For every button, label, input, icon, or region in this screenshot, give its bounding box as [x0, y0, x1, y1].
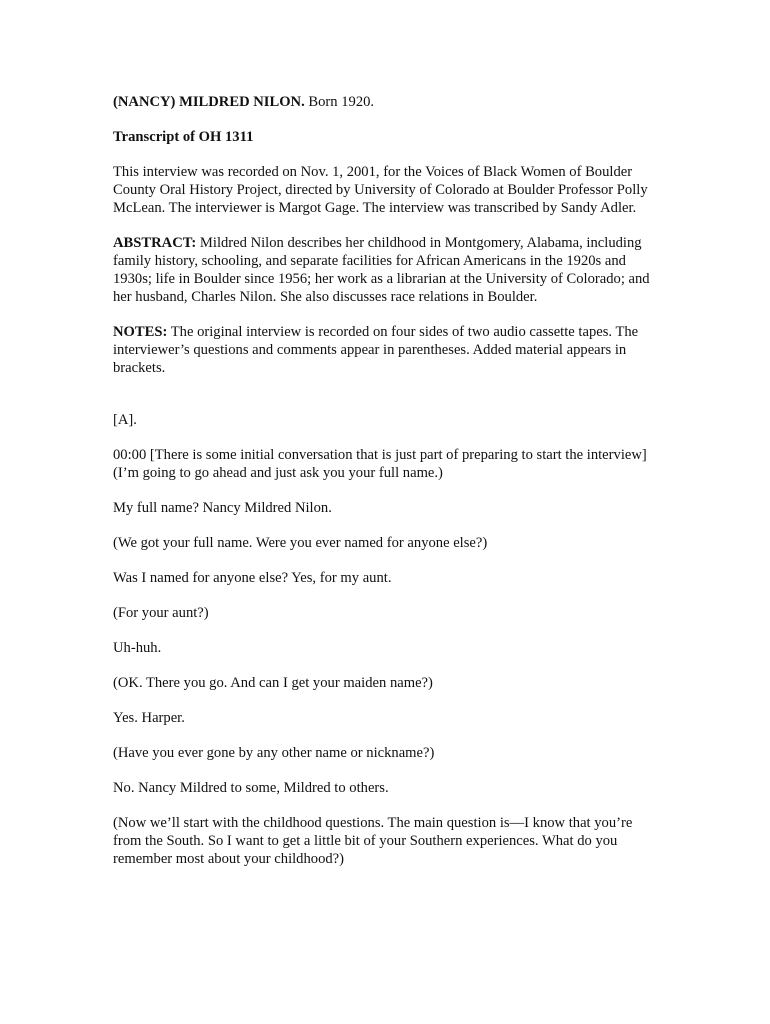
interviewee-name: (NANCY) MILDRED NILON. — [113, 94, 305, 110]
notes-paragraph — [113, 323, 663, 377]
birth-year: Born 1920. — [304, 94, 375, 110]
dialogue-line: (OK. There you go. And can I get your maiden name?) — [113, 675, 433, 691]
dialogue-line: Yes. Harper. — [113, 710, 185, 726]
abstract-text: Mildred Nilon describes her childhood in Montgomery, Alabama, including family history, schooling, and separate facilities for African Americans in the 1920s and 1930s; life in Boulder since 1956; her work as a librarian at the University of Colorado; and her husband, Charles Nilon. She also discusses race relations in Boulder. — [113, 235, 650, 305]
intro-paragraph: This interview was recorded on Nov. 1, 2001, for the Voices of Black Women of Boulder County Oral History Project, directed by University of Colorado at Boulder Professor Polly McLean. The interviewer is Margot Gage. The interview was transcribed by Sandy Adler. — [113, 164, 648, 216]
transcript-title: Transcript of OH 1311 — [113, 129, 254, 145]
notes-text: The original interview is recorded on four sides of two audio cassette tapes. The interviewer’s questions and comments appear in parentheses. Added material appears in brackets. — [113, 324, 639, 376]
notes-label: NOTES: — [113, 324, 168, 340]
dialogue-line: (For your aunt?) — [113, 605, 209, 621]
abstract-label: ABSTRACT: — [113, 235, 197, 251]
dialogue-line: Was I named for anyone else? Yes, for my aunt. — [113, 570, 392, 586]
dialogue-line: 00:00 [There is some initial conversation that is just part of preparing to start the interview] (I’m going to go ahead and just ask you your full name.) — [113, 447, 647, 481]
header-line — [113, 93, 663, 111]
dialogue-line: No. Nancy Mildred to some, Mildred to others. — [113, 780, 389, 796]
dialogue-line: (We got your full name. Were you ever named for anyone else?) — [113, 535, 488, 551]
section-spacer — [113, 394, 663, 411]
dialogue-line: My full name? Nancy Mildred Nilon. — [113, 500, 332, 516]
dialogue-line: Uh-huh. — [113, 640, 162, 656]
dialogue-line: (Have you ever gone by any other name or nickname?) — [113, 745, 435, 761]
abstract-paragraph — [113, 234, 663, 306]
transcript-page — [113, 93, 663, 885]
dialogue-line: (Now we’ll start with the childhood questions. The main question is—I know that you’re from the South. So I want to get a little bit of your Southern experiences. What do you remember most about your childhood?) — [113, 815, 633, 867]
side-marker: [A]. — [113, 412, 137, 428]
